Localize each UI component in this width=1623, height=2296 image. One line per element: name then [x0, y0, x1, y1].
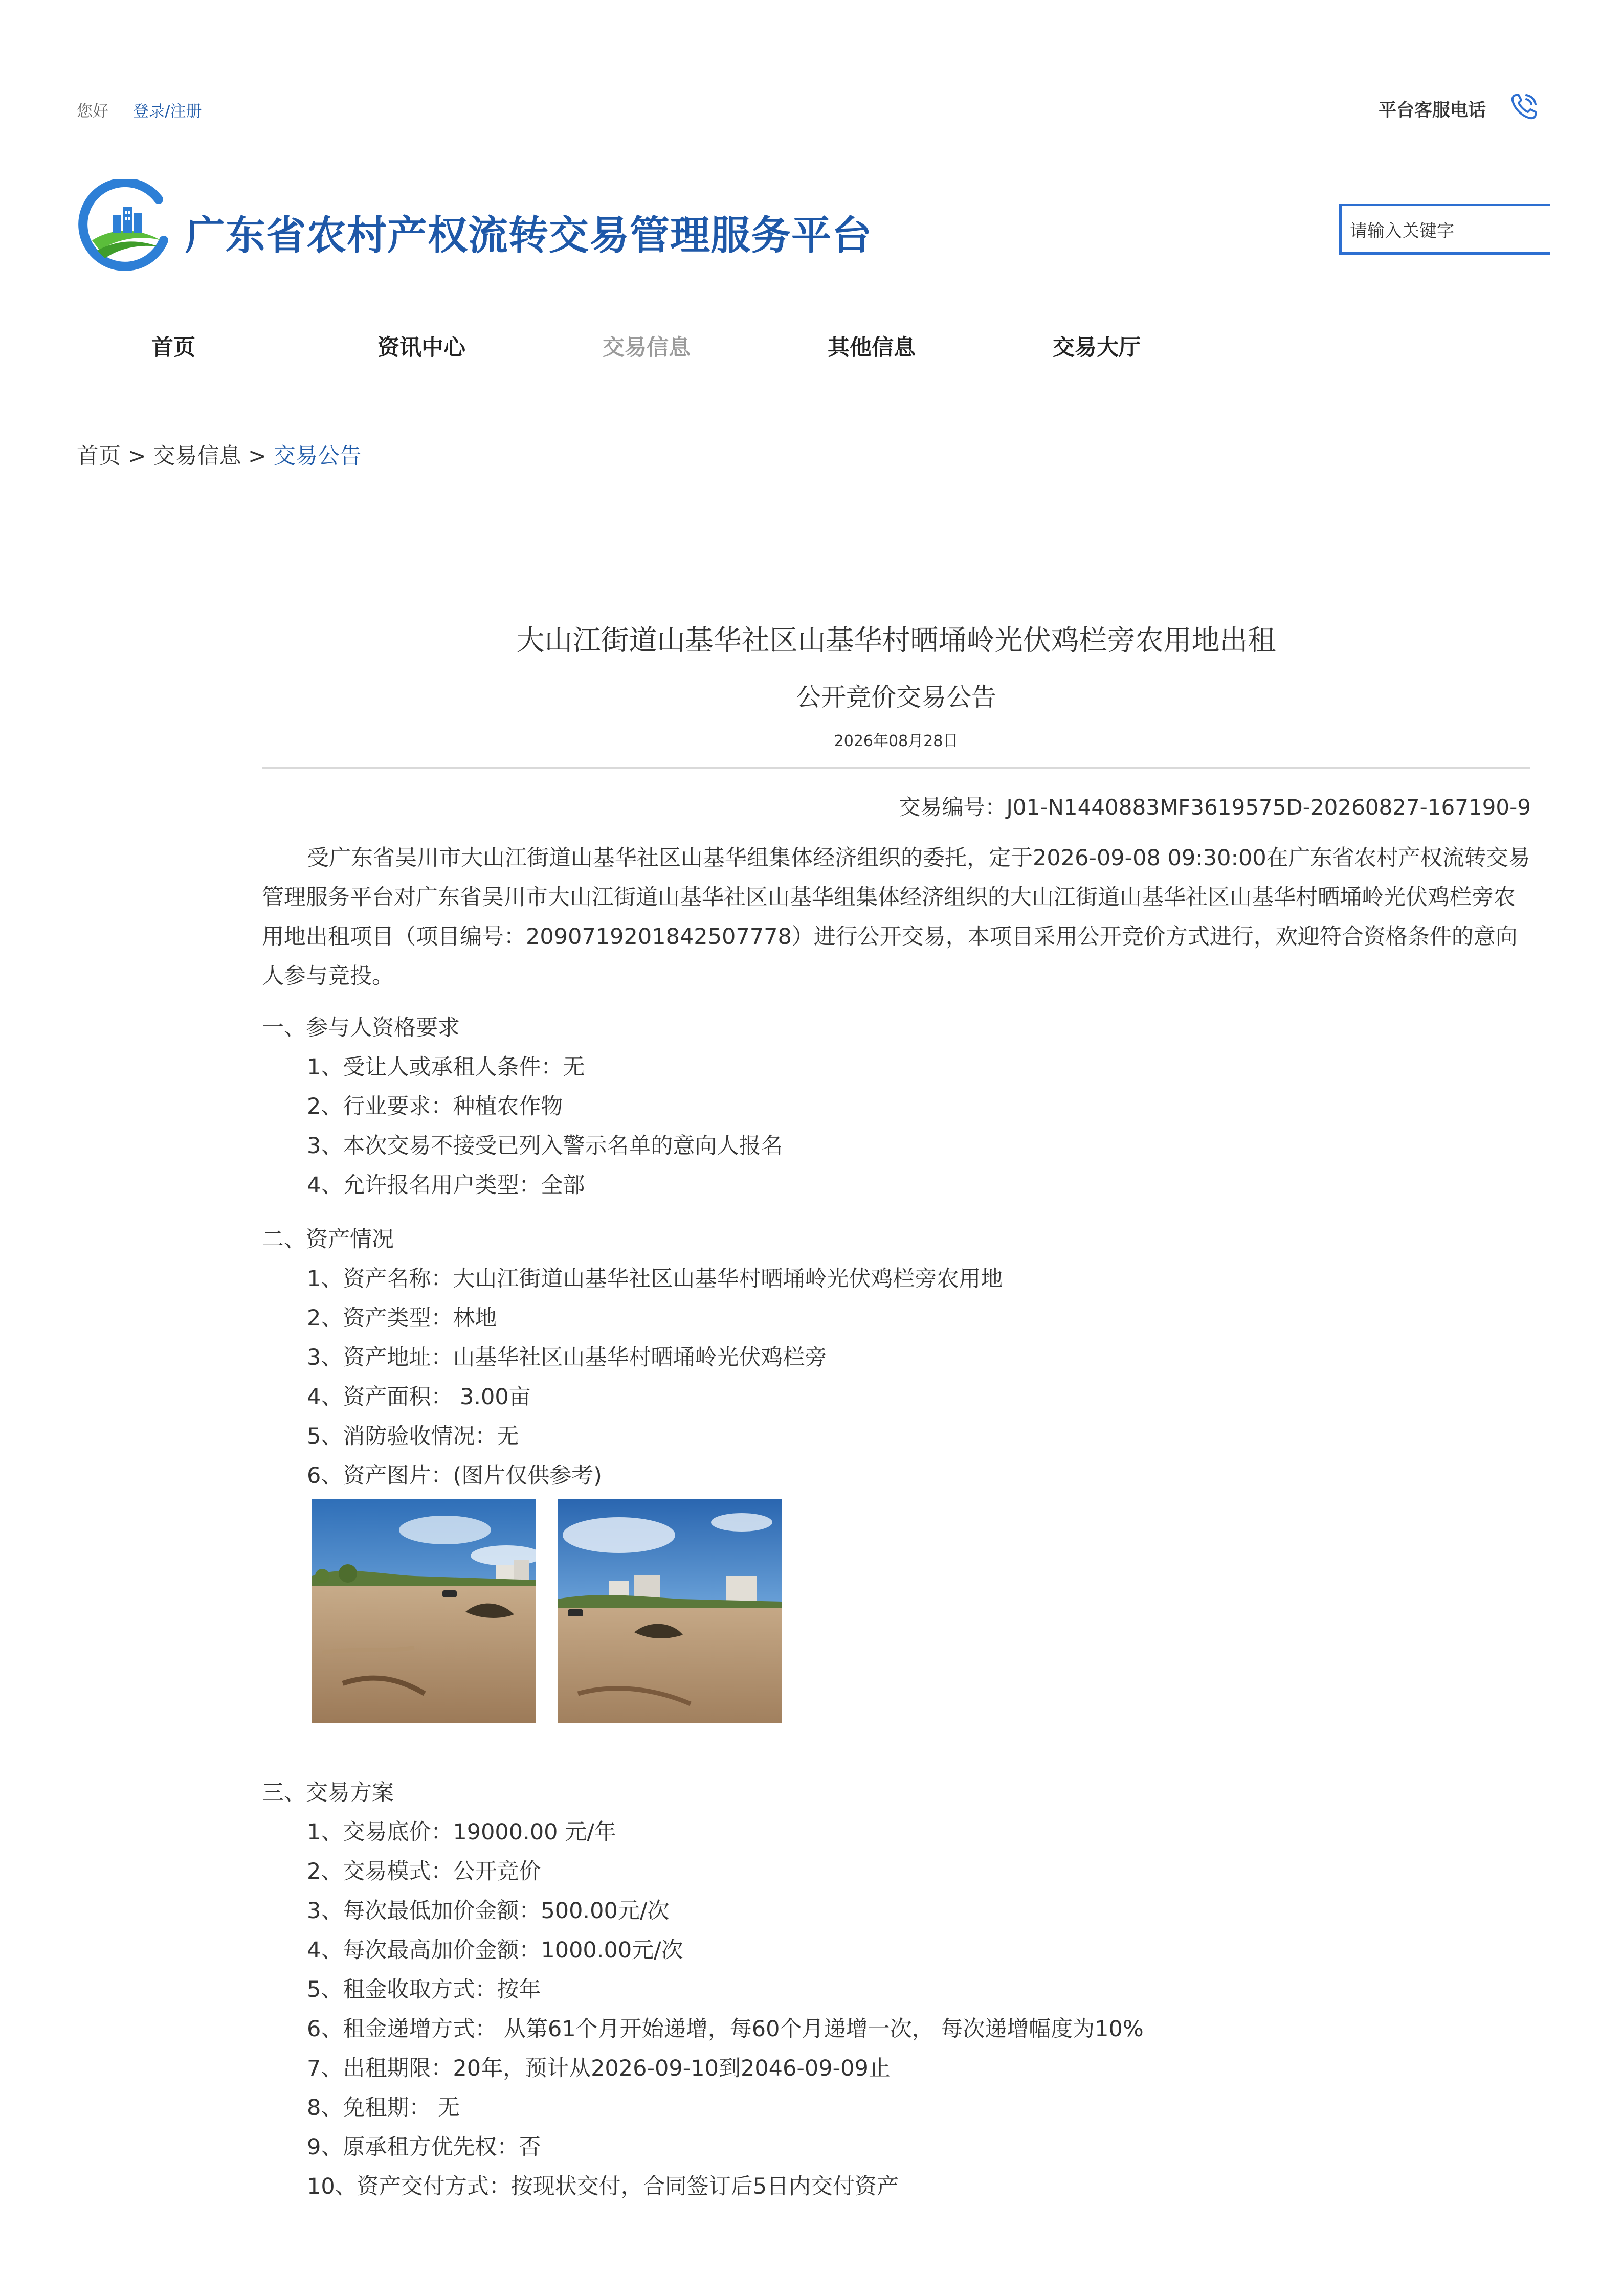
list-item: 1、资产名称：大山江街道山基华社区山基华村晒埇岭光伏鸡栏旁农用地 [307, 1266, 1003, 1292]
list-item: 3、每次最低加价金额：500.00元/次 [307, 1898, 670, 1924]
breadcrumb [77, 439, 362, 470]
list-item: 4、允许报名用户类型：全部 [307, 1173, 585, 1198]
article-title: 大山江街道山基华社区山基华村晒埇岭光伏鸡栏旁农用地出租 [516, 624, 1276, 657]
list-item: 6、资产图片：(图片仅供参考) [307, 1463, 602, 1489]
list-item: 2、行业要求：种植农作物 [307, 1094, 563, 1119]
search-input[interactable]: 请输入关键字 [1339, 204, 1550, 255]
site-title: 广东省农村产权流转交易管理服务平台 [185, 213, 873, 259]
list-item: 2、交易模式：公开竞价 [307, 1859, 541, 1884]
section-heading: 一、参与人资格要求 [262, 1015, 460, 1041]
article-date: 2026年08月28日 [834, 732, 959, 750]
platform-logo-icon[interactable] [77, 179, 172, 274]
hotline-label: 平台客服电话 [1379, 100, 1486, 121]
list-item: 7、出租期限：20年，预计从2026-09-10到2046-09-09止 [307, 2056, 891, 2081]
list-item: 9、原承租方优先权：否 [307, 2134, 541, 2160]
greeting-text: 您好 [77, 102, 108, 121]
list-item: 5、租金收取方式：按年 [307, 1977, 541, 2002]
nav-home[interactable]: 首页 [151, 335, 195, 361]
phone-icon[interactable] [1509, 91, 1540, 122]
section-heading: 二、资产情况 [262, 1227, 394, 1252]
asset-photo-1[interactable] [312, 1499, 536, 1723]
list-item: 3、资产地址：山基华社区山基华村晒埇岭光伏鸡栏旁 [307, 1345, 827, 1370]
divider [262, 767, 1530, 769]
list-item: 1、交易底价：19000.00 元/年 [307, 1819, 616, 1845]
breadcrumb-trade-info[interactable]: 交易信息 [153, 443, 241, 469]
list-item: 5、消防验收情况：无 [307, 1424, 519, 1449]
nav-trade-info[interactable]: 交易信息 [603, 335, 691, 361]
list-item: 4、每次最高加价金额：1000.00元/次 [307, 1938, 683, 1963]
list-item: 2、资产类型：林地 [307, 1305, 497, 1331]
breadcrumb-separator: > [121, 443, 153, 469]
nav-news[interactable]: 资讯中心 [377, 335, 465, 361]
list-item: 8、免租期： 无 [307, 2095, 460, 2121]
trade-number: 交易编号：J01-N1440883MF3619575D-20260827-167190-9 [899, 795, 1531, 820]
breadcrumb-current[interactable]: 交易公告 [273, 443, 362, 469]
article-intro: 受广东省吴川市大山江街道山基华社区山基华组集体经济组织的委托，定于2026-09-08 09:30:00在广东省农村产权流转交易管理服务平台对广东省吴川市大山江街道山基华社区山基华组集体经济组织的大山江街道山基华社区山基华村晒埇岭光伏鸡栏旁农用地出租项目（项目编号：2090719201842507778）进行公开交易，本项目采用公开竞价方式进行，欢迎符合资格条件的意向人参与竞投。 [262, 845, 1530, 989]
asset-photo-2[interactable] [558, 1499, 782, 1723]
list-item: 3、本次交易不接受已列入警示名单的意向人报名 [307, 1133, 783, 1159]
breadcrumb-separator: > [241, 443, 274, 469]
article-subtitle: 公开竞价交易公告 [795, 683, 996, 712]
main-nav [77, 330, 1202, 361]
list-item: 10、资产交付方式：按现状交付，合同签订后5日内交付资产 [307, 2174, 899, 2199]
login-register-link[interactable]: 登录/注册 [133, 102, 202, 121]
section-heading: 三、交易方案 [262, 1780, 394, 1806]
list-item: 6、租金递增方式： 从第61个月开始递增，每60个月递增一次， 每次递增幅度为10% [307, 2016, 1144, 2042]
list-item: 4、资产面积： 3.00亩 [307, 1384, 531, 1410]
nav-other-info[interactable]: 其他信息 [828, 335, 916, 361]
nav-trade-hall[interactable]: 交易大厅 [1053, 335, 1141, 361]
list-item: 1、受让人或承租人条件：无 [307, 1054, 585, 1080]
breadcrumb-home[interactable]: 首页 [77, 443, 121, 469]
